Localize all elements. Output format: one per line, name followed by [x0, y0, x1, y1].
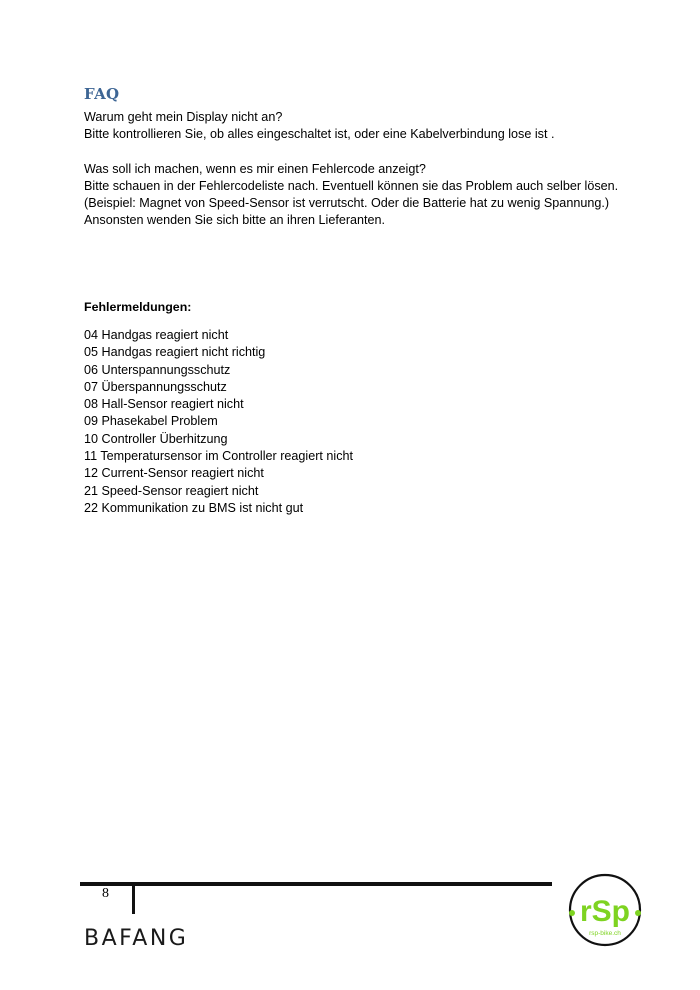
badge-rsp-text: rSp	[579, 895, 631, 928]
rsp-bike-badge	[568, 873, 642, 947]
faq-heading: FAQ	[84, 85, 120, 103]
bafang-logo	[84, 926, 204, 948]
error-code-item: 10 Controller Überhitzung	[84, 431, 228, 446]
faq-question-1: Warum geht mein Display nicht an?	[84, 110, 283, 124]
error-list-heading: Fehlermeldungen:	[84, 300, 192, 314]
badge-dot-right	[635, 910, 641, 916]
faq-answer-2-line-1: Bitte schauen in der Fehlercodeliste nach. Eventuell können sie das Problem auch selber lösen.	[84, 178, 619, 193]
error-code-item: 09 Phasekabel Problem	[84, 414, 218, 429]
bafang-logo-text: BAFANG	[84, 926, 189, 948]
faq-question-2: Was soll ich machen, wenn es mir einen Fehlercode anzeigt?	[84, 161, 426, 176]
error-code-item: 08 Hall-Sensor reagiert nicht	[84, 397, 244, 412]
page-number: 8	[102, 886, 109, 901]
faq-answer-2-line-2: (Beispiel: Magnet von Speed-Sensor ist verrutscht. Oder die Batterie hat zu wenig Spannung.)	[84, 196, 610, 210]
error-code-item: 07 Überspannungsschutz	[84, 379, 227, 394]
error-code-item: 05 Handgas reagiert nicht richtig	[84, 345, 266, 360]
faq-text	[84, 109, 664, 229]
footer-rule	[80, 882, 552, 886]
badge-url-text: rsp-bike.ch	[589, 930, 621, 937]
footer-divider	[132, 882, 135, 914]
error-code-item: 21 Speed-Sensor reagiert nicht	[84, 483, 259, 498]
faq-answer-2-line-3: Ansonsten wenden Sie sich bitte an ihren Lieferanten.	[84, 213, 386, 228]
faq-answer-1: Bitte kontrollieren Sie, ob alles eingeschaltet ist, oder eine Kabelverbindung lose ist .	[84, 127, 555, 142]
faq-spacer	[84, 143, 664, 160]
error-code-item: 04 Handgas reagiert nicht	[84, 328, 229, 342]
badge-dot-left	[569, 910, 575, 916]
error-code-item: 06 Unterspannungsschutz	[84, 362, 231, 377]
error-code-item: 11 Temperatursensor im Controller reagiert nicht	[84, 449, 354, 464]
error-code-list	[84, 327, 353, 517]
error-code-item: 12 Current-Sensor reagiert nicht	[84, 466, 264, 481]
error-code-item: 22 Kommunikation zu BMS ist nicht gut	[84, 500, 304, 515]
